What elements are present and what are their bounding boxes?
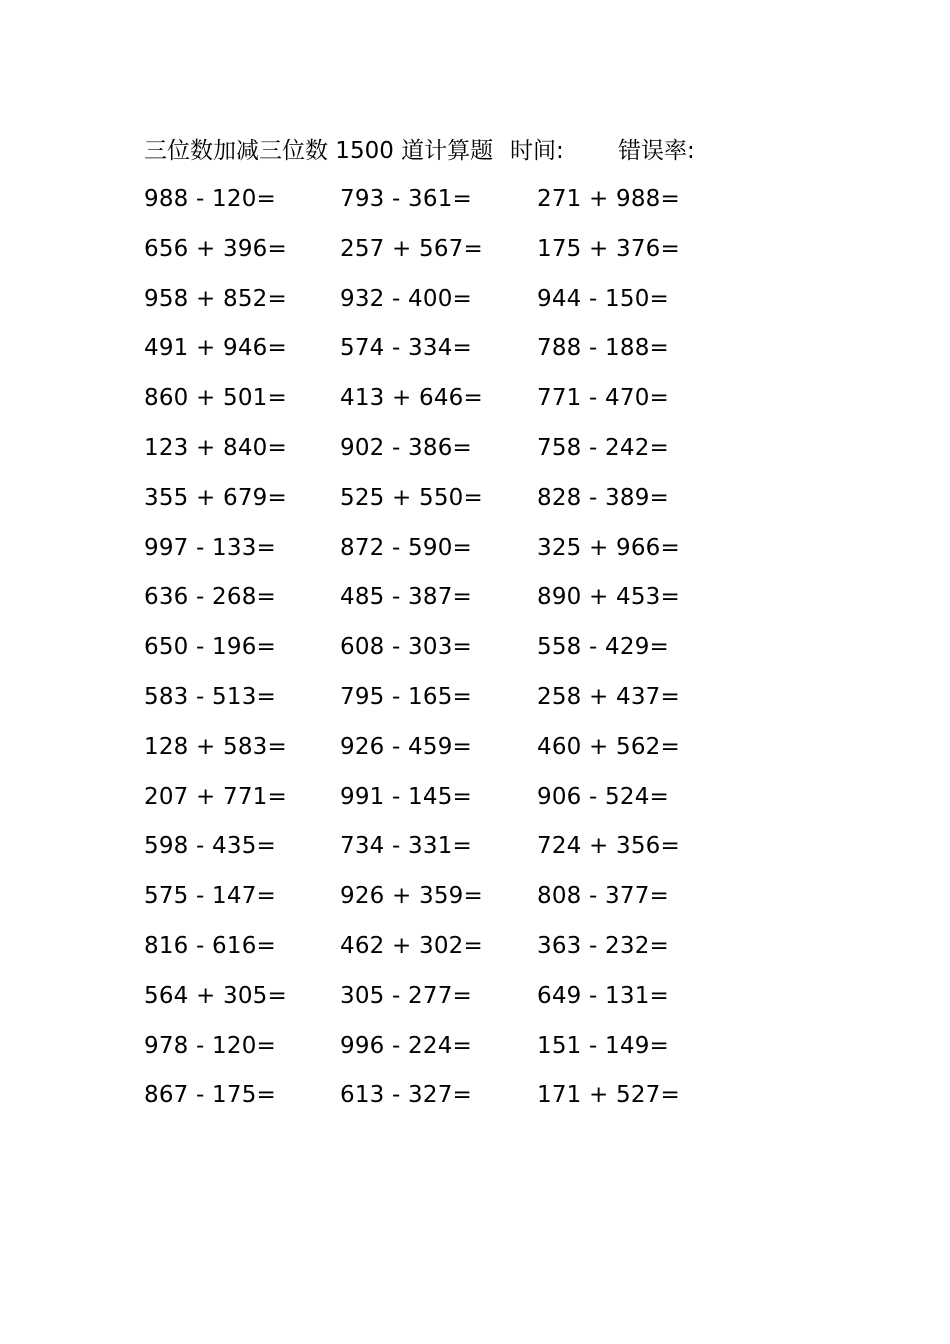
problem-row	[144, 481, 764, 531]
problem-item: 991 - 145=	[340, 783, 472, 810]
problem-item: 207 + 771=	[144, 783, 287, 810]
problem-item: 734 - 331=	[340, 833, 472, 860]
problem-row	[144, 780, 764, 830]
problem-row	[144, 979, 764, 1029]
problem-row	[144, 680, 764, 730]
problem-item: 890 + 453=	[537, 584, 680, 611]
problem-item: 151 - 149=	[537, 1032, 669, 1059]
problem-item: 175 + 376=	[537, 235, 680, 262]
problem-item: 758 - 242=	[537, 434, 669, 461]
problem-item: 525 + 550=	[340, 484, 483, 511]
problem-row	[144, 829, 764, 879]
problem-item: 978 - 120=	[144, 1032, 276, 1059]
problem-item: 613 - 327=	[340, 1082, 472, 1109]
problem-item: 902 - 386=	[340, 434, 472, 461]
problem-item: 271 + 988=	[537, 186, 680, 212]
problem-item: 363 - 232=	[537, 932, 669, 959]
problem-item: 944 - 150=	[537, 285, 669, 312]
problem-row	[144, 630, 764, 680]
problem-row	[144, 1029, 764, 1079]
problem-row	[144, 381, 764, 431]
problem-item: 788 - 188=	[537, 335, 669, 362]
problem-item: 355 + 679=	[144, 484, 287, 511]
problem-item: 583 - 513=	[144, 683, 276, 710]
problem-item: 413 + 646=	[340, 385, 483, 412]
problem-item: 636 - 268=	[144, 584, 276, 611]
problem-item: 305 - 277=	[340, 982, 472, 1009]
problem-item: 564 + 305=	[144, 982, 287, 1009]
worksheet-header	[144, 134, 844, 168]
problem-item: 460 + 562=	[537, 733, 680, 760]
worksheet-title: 三位数加减三位数 1500 道计算题	[144, 138, 494, 164]
problem-item: 926 + 359=	[340, 883, 483, 910]
problem-item: 608 - 303=	[340, 634, 472, 661]
problem-row	[144, 282, 764, 332]
problem-item: 598 - 435=	[144, 833, 276, 860]
problem-row	[144, 1078, 764, 1128]
problem-item: 795 - 165=	[340, 683, 472, 710]
problem-item: 491 + 946=	[144, 335, 287, 362]
problem-row	[144, 331, 764, 381]
time-label: 时间:	[510, 138, 564, 164]
problem-item: 558 - 429=	[537, 634, 669, 661]
problem-item: 932 - 400=	[340, 285, 472, 312]
problem-item: 258 + 437=	[537, 683, 680, 710]
problem-item: 485 - 387=	[340, 584, 472, 611]
problem-item: 816 - 616=	[144, 932, 276, 959]
problem-row	[144, 531, 764, 581]
error-rate-label: 错误率:	[618, 138, 695, 164]
problem-grid	[144, 182, 764, 1128]
problem-row	[144, 232, 764, 282]
problem-item: 872 - 590=	[340, 534, 472, 561]
problem-item: 724 + 356=	[537, 833, 680, 860]
problem-item: 997 - 133=	[144, 534, 276, 561]
problem-item: 123 + 840=	[144, 434, 287, 461]
problem-item: 257 + 567=	[340, 235, 483, 262]
problem-item: 771 - 470=	[537, 385, 669, 412]
problem-item: 808 - 377=	[537, 883, 669, 910]
problem-item: 656 + 396=	[144, 235, 287, 262]
problem-item: 926 - 459=	[340, 733, 472, 760]
problem-item: 575 - 147=	[144, 883, 276, 910]
problem-item: 828 - 389=	[537, 484, 669, 511]
problem-row	[144, 182, 764, 232]
problem-item: 860 + 501=	[144, 385, 287, 412]
problem-row	[144, 879, 764, 929]
problem-item: 996 - 224=	[340, 1032, 472, 1059]
problem-item: 462 + 302=	[340, 932, 483, 959]
problem-item: 988 - 120=	[144, 186, 276, 212]
problem-item: 793 - 361=	[340, 186, 472, 212]
problem-row	[144, 431, 764, 481]
problem-row	[144, 929, 764, 979]
problem-row	[144, 580, 764, 630]
problem-item: 128 + 583=	[144, 733, 287, 760]
problem-item: 649 - 131=	[537, 982, 669, 1009]
problem-item: 906 - 524=	[537, 783, 669, 810]
problem-item: 867 - 175=	[144, 1082, 276, 1109]
problem-item: 325 + 966=	[537, 534, 680, 561]
problem-item: 574 - 334=	[340, 335, 472, 362]
problem-item: 958 + 852=	[144, 285, 287, 312]
problem-item: 171 + 527=	[537, 1082, 680, 1109]
problem-row	[144, 730, 764, 780]
problem-item: 650 - 196=	[144, 634, 276, 661]
